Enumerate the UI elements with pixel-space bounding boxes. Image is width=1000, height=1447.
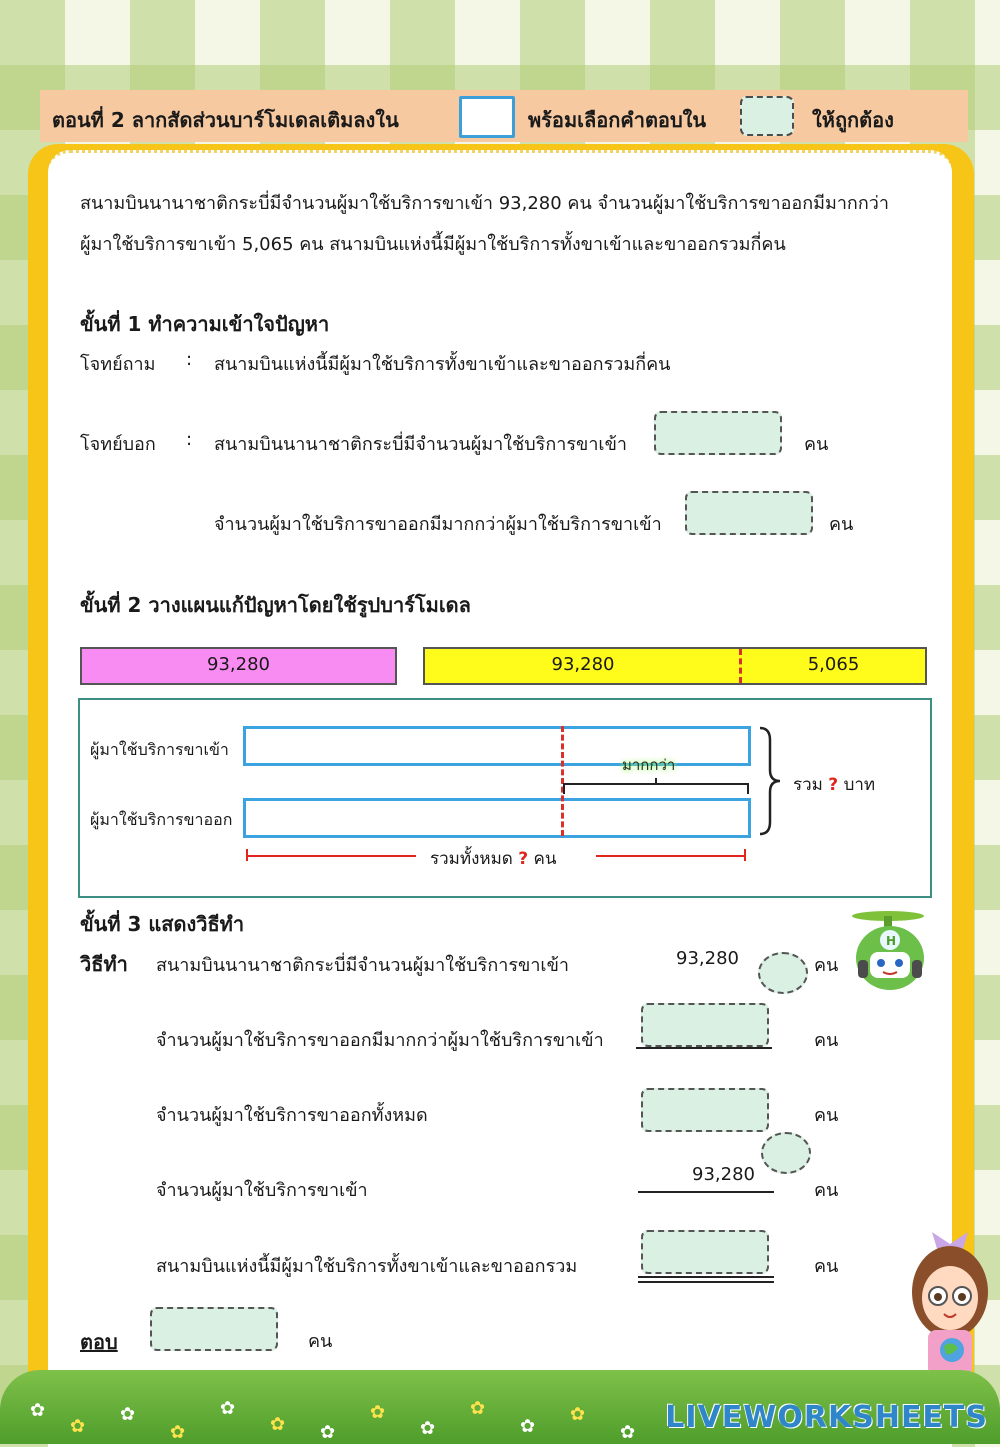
unit-2: คน	[829, 514, 854, 535]
flower-decoration: ✿ ✿ ✿ ✿ ✿ ✿ ✿ ✿ ✿ ✿ ✿ ✿ ✿	[30, 1398, 636, 1443]
work-unit-2: คน	[814, 1030, 839, 1051]
total-tick-left	[246, 849, 248, 861]
tell-text-1: สนามบินนานาชาติกระบี่มีจำนวนผู้มาใช้บริการขาเข้า	[214, 434, 627, 455]
drop-box-sample	[459, 96, 515, 138]
answer-unit: คน	[308, 1331, 333, 1352]
row-label-departures: ผู้มาใช้บริการขาออก	[90, 810, 233, 829]
more-label: มากกว่า	[622, 756, 676, 774]
operator-oval-2[interactable]	[761, 1132, 811, 1174]
answer-box-arrivals[interactable]	[654, 411, 782, 455]
work-unit-1: คน	[814, 955, 839, 976]
problem-line-2: ผู้มาใช้บริการขาเข้า 5,065 คน สนามบินแห่งนี้มีผู้มาใช้บริการทั้งขาเข้าและขาออกรวมกี่คน	[80, 234, 786, 255]
answer-box-final[interactable]	[150, 1307, 278, 1351]
answer-label: ตอบ	[80, 1330, 118, 1354]
total-line-left	[246, 855, 416, 857]
tell-colon: :	[186, 429, 193, 450]
work-row-4: จำนวนผู้มาใช้บริการขาเข้า	[156, 1180, 368, 1201]
row-label-arrivals: ผู้มาใช้บริการขาเข้า	[90, 740, 229, 759]
answer-box-row-3[interactable]	[641, 1088, 769, 1132]
more-bracket	[560, 778, 752, 798]
instruction-end: ให้ถูกต้อง	[812, 108, 894, 132]
sum-text	[793, 771, 875, 798]
tell-text-2: จำนวนผู้มาใช้บริการขาออกมีมากกว่าผู้มาใช้บริการขาเข้า	[214, 514, 662, 535]
work-row-1: สนามบินนานาชาติกระบี่มีจำนวนผู้มาใช้บริการขาเข้า	[156, 955, 569, 976]
work-row-1-value: 93,280	[676, 948, 739, 969]
draggable-piece-93280-pink[interactable]: 93,280	[80, 647, 397, 685]
total-question: ?	[518, 849, 529, 869]
total-label: รวมทั้งหมด	[430, 849, 513, 869]
yellow-piece-93280: 93,280	[551, 654, 615, 675]
choice-box-sample	[740, 96, 794, 136]
step1-title: ขั้นที่ 1 ทำความเข้าใจปัญหา	[80, 312, 330, 336]
unit-1: คน	[804, 434, 829, 455]
underline-row-4	[638, 1191, 774, 1193]
ask-text: สนามบินแห่งนี้มีผู้มาใช้บริการทั้งขาเข้าและขาออกรวมกี่คน	[214, 354, 671, 375]
total-text	[430, 845, 557, 872]
step2-title: ขั้นที่ 2 วางแผนแก้ปัญหาโดยใช้รูปบาร์โมเดล	[80, 593, 471, 617]
svg-text:H: H	[886, 934, 897, 948]
work-row-4-value: 93,280	[692, 1164, 755, 1185]
answer-box-row-5[interactable]	[641, 1230, 769, 1274]
tell-label: โจทย์บอก	[80, 434, 156, 455]
problem-line-1: สนามบินนานาชาติกระบี่มีจำนวนผู้มาใช้บริการขาเข้า 93,280 คน จำนวนผู้มาใช้บริการขาออกมีมากกว่า	[80, 193, 889, 214]
ask-colon: :	[186, 349, 193, 370]
answer-box-row-2[interactable]	[641, 1003, 769, 1047]
work-row-5: สนามบินแห่งนี้มีผู้มาใช้บริการทั้งขาเข้าและขาออกรวม	[156, 1256, 578, 1277]
sum-brace	[756, 726, 786, 836]
answer-box-difference[interactable]	[685, 491, 813, 535]
sum-question: ?	[828, 775, 839, 795]
work-row-3: จำนวนผู้มาใช้บริการขาออกทั้งหมด	[156, 1105, 428, 1126]
total-unit: คน	[533, 849, 557, 869]
underline-row-2	[636, 1047, 772, 1049]
method-label: วิธีทำ	[80, 952, 128, 976]
sum-unit: บาท	[843, 775, 876, 795]
drop-zone-departures[interactable]	[243, 798, 751, 838]
yellow-piece-5065: 5,065	[807, 654, 860, 675]
robot-helicopter-icon	[838, 906, 938, 998]
instruction-part: ตอนที่ 2 ลากสัดส่วนบาร์โมเดลเติมลงใน	[52, 108, 399, 132]
work-unit-5: คน	[814, 1256, 839, 1277]
work-row-2: จำนวนผู้มาใช้บริการขาออกมีมากกว่าผู้มาใช้บริการขาเข้า	[156, 1030, 604, 1051]
operator-oval-1[interactable]	[758, 952, 808, 994]
watermark-logo: LIVEWORKSHEETS	[665, 1400, 988, 1435]
sum-label: รวม	[793, 775, 823, 795]
instruction-middle: พร้อมเลือกคำตอบใน	[528, 108, 707, 132]
double-underline-row-5	[638, 1276, 774, 1283]
total-line-right	[596, 855, 746, 857]
work-unit-4: คน	[814, 1180, 839, 1201]
total-tick-right	[744, 849, 746, 861]
ask-label: โจทย์ถาม	[80, 354, 156, 375]
step3-title: ขั้นที่ 3 แสดงวิธีทำ	[80, 912, 245, 936]
work-unit-3: คน	[814, 1105, 839, 1126]
